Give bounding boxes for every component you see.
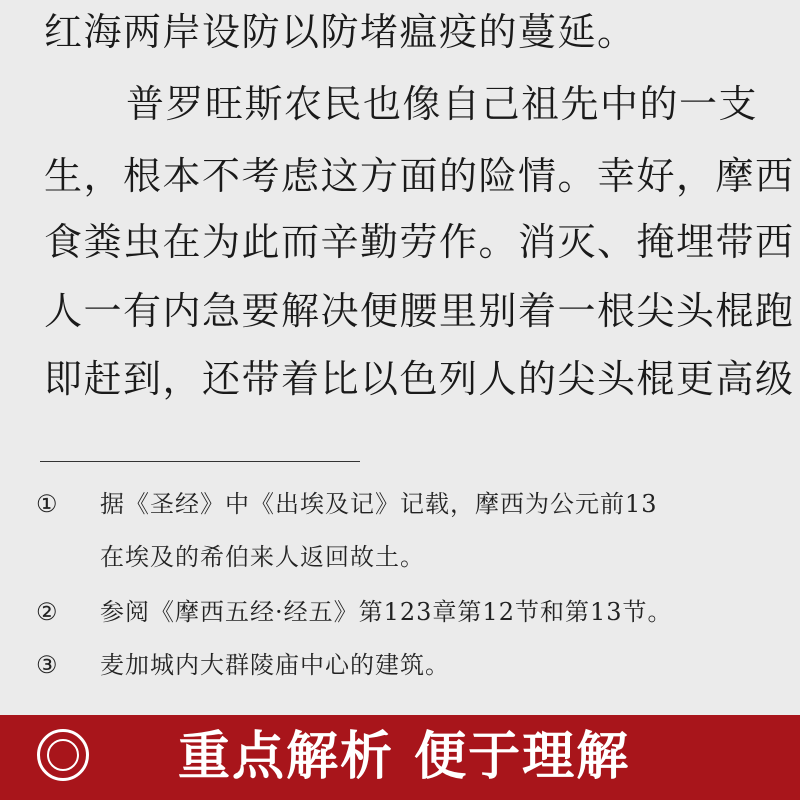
footnote-marker: ① — [36, 490, 59, 518]
footnote-marker: ③ — [36, 651, 59, 679]
body-line-1: 红海两岸设防以防堵瘟疫的蔓延。 — [44, 10, 637, 54]
promo-banner — [0, 715, 800, 800]
body-line-3: 生，根本不考虑这方面的险情。幸好，摩西 — [44, 154, 795, 198]
footnote-marker: ② — [36, 598, 59, 626]
body-line-5: 人一有内急要解决便腰里别着一根尖头棍跑 — [44, 289, 795, 333]
footnote-3 — [36, 649, 450, 681]
footnote-text: 参阅《摩西五经·经五》第123章第12节和第13节。 — [100, 598, 673, 626]
double-circle-icon — [37, 729, 89, 781]
footnote-2 — [36, 596, 673, 628]
body-line-6: 即赶到，还带着比以色列人的尖头棍更高级 — [44, 357, 795, 401]
footnote-text: 据《圣经》中《出埃及记》记载，摩西为公元前13 — [100, 490, 658, 518]
footnote-divider — [40, 461, 360, 462]
body-line-2: 普罗旺斯农民也像自己祖先中的一支 — [126, 82, 759, 126]
banner-text: 重点解析 便于理解 — [178, 727, 631, 787]
body-line-4: 食粪虫在为此而辛勤劳作。消灭、掩埋带西 — [44, 220, 795, 264]
footnote-1 — [36, 488, 658, 520]
footnote-text: 麦加城内大群陵庙中心的建筑。 — [100, 651, 450, 679]
footnote-1-continuation: 在埃及的希伯来人返回故土。 — [100, 543, 425, 571]
